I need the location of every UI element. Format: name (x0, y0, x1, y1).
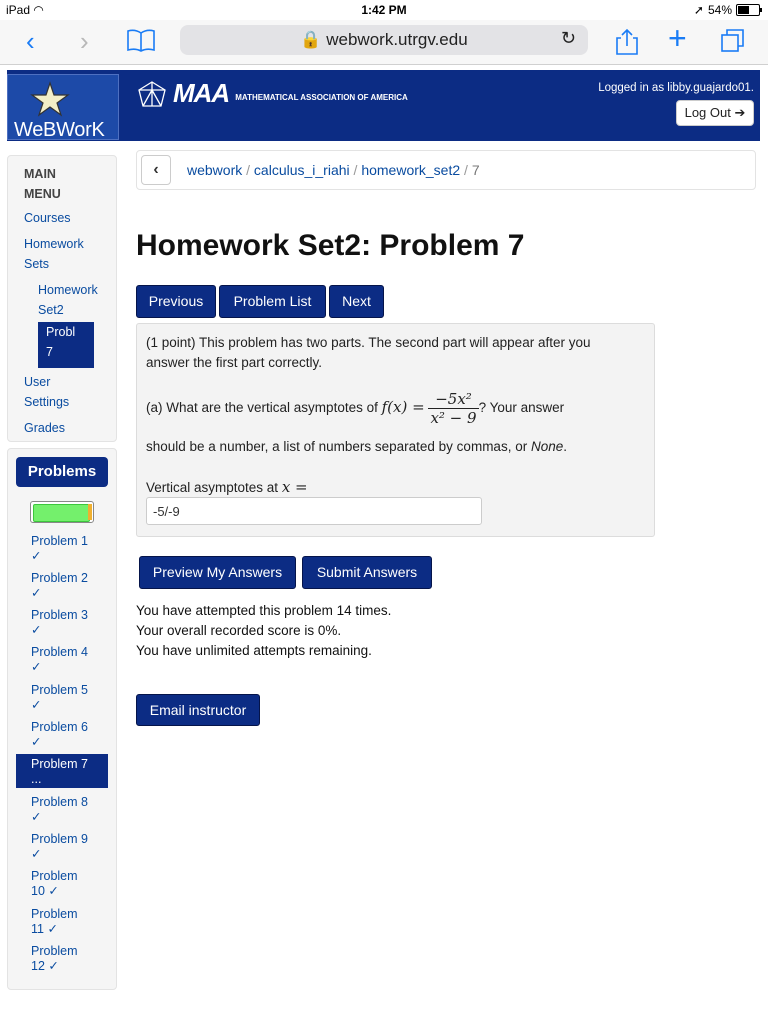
problem-item-label: Problem 6 (31, 720, 88, 734)
answer-label-text: Vertical asymptotes at (146, 480, 279, 495)
score-progress-bar (30, 501, 94, 523)
tabs-icon[interactable] (720, 28, 746, 60)
problem-list-item[interactable] (16, 680, 108, 714)
problem-list-item[interactable] (16, 568, 108, 602)
menu-title-line2: MENU (24, 187, 61, 201)
logout-button[interactable] (676, 100, 754, 126)
problem-item-status: 12 ✓ (31, 959, 59, 973)
progress-edge (88, 504, 92, 520)
breadcrumb (136, 150, 756, 190)
preview-answers-button[interactable]: Preview My Answers (139, 556, 296, 589)
fraction-numerator: −5x² (428, 390, 478, 409)
menu-problem-line1: Probl (46, 325, 76, 339)
answer-label (146, 477, 308, 498)
logged-in-text: Logged in as libby.guajardo01. (598, 82, 754, 94)
problem-list-item[interactable] (16, 904, 108, 938)
breadcrumb-back-button[interactable]: ‹ (141, 155, 171, 185)
problem-list-item[interactable] (16, 605, 108, 639)
status-bar (0, 0, 768, 20)
menu-grades[interactable]: Grades (24, 421, 65, 435)
problem-item-status: ✓ (31, 660, 42, 674)
back-icon[interactable]: ‹ (26, 26, 35, 56)
attempts-remaining: You have unlimited attempts remaining. (136, 643, 372, 658)
problem-item-status: ✓ (31, 549, 42, 563)
problem-item-label: Problem 3 (31, 608, 88, 622)
menu-homework-sets[interactable] (24, 234, 84, 274)
browser-toolbar (0, 20, 768, 65)
crumb-sep: / (353, 162, 362, 178)
problem-item-label: Problem 9 (31, 832, 88, 846)
next-button[interactable]: Next (329, 285, 384, 318)
menu-title-line1: MAIN (24, 167, 56, 181)
main-menu (7, 155, 117, 442)
crumb-set[interactable]: homework_set2 (361, 162, 461, 178)
logout-icon: ➔ (734, 105, 746, 120)
problem-item-label: Problem 2 (31, 571, 88, 585)
webwork-logo[interactable] (7, 74, 119, 140)
problem-list-item[interactable] (16, 754, 108, 788)
star-logo-icon (28, 81, 72, 117)
problem-item-label: Problem 7 (31, 757, 88, 771)
problem-item-status: ✓ (31, 586, 42, 600)
homework-set2-line2: Set2 (38, 303, 64, 317)
crumb-course[interactable]: calculus_i_riahi (253, 162, 350, 178)
problem-item-label: Problem 8 (31, 795, 88, 809)
maa-full: MATHEMATICAL ASSOCIATION OF AMERICA (235, 93, 408, 102)
problem-list-item[interactable] (16, 941, 108, 975)
forward-icon[interactable]: › (80, 26, 89, 56)
problem-item-status: ... (31, 772, 42, 786)
problem-item-status: ✓ (31, 735, 42, 749)
email-instructor-button[interactable]: Email instructor (136, 694, 260, 726)
problem-item-label: Problem (31, 869, 78, 883)
homework-sets-line2: Sets (24, 257, 50, 271)
instruction-end: . (563, 439, 568, 454)
site-header (7, 70, 760, 141)
maa-icon (137, 80, 167, 108)
status-time: 1:42 PM (361, 3, 407, 17)
problem-item-status: ✓ (31, 698, 42, 712)
menu-user-settings[interactable] (24, 372, 69, 412)
function-fraction (428, 390, 478, 427)
maa-abbrev: MAA (173, 78, 230, 108)
crumb-current: 7 (471, 162, 480, 178)
maa-logo[interactable] (137, 78, 408, 109)
problem-list-button[interactable]: Problem List (219, 285, 326, 318)
device-name: iPad (6, 3, 31, 17)
homework-set2-line1: Homework (38, 283, 98, 297)
problem-item-label: Problem 5 (31, 683, 88, 697)
previous-button[interactable]: Previous (136, 285, 216, 318)
menu-problem-line2: 7 (46, 345, 53, 359)
menu-homework-set2[interactable] (38, 280, 98, 320)
progress-fill (33, 504, 90, 522)
problem-list-item[interactable] (16, 866, 108, 900)
part-a-prefix: (a) What are the vertical asymptotes of (146, 400, 378, 416)
problem-item-label: Problem 1 (31, 534, 88, 548)
battery-percent: 54% (707, 3, 732, 17)
page-title: Homework Set2: Problem 7 (136, 229, 525, 262)
menu-courses[interactable]: Courses (24, 211, 71, 225)
problem-list-item[interactable] (16, 829, 108, 863)
part-a-suffix: ? Your answer (478, 400, 565, 416)
battery-icon (736, 4, 760, 16)
main-menu-title (24, 164, 84, 204)
breadcrumb-path (187, 162, 480, 178)
new-tab-icon[interactable]: + (668, 20, 687, 56)
url-value: webwork.utrgv.edu (326, 30, 468, 49)
homework-sets-line1: Homework (24, 237, 84, 251)
crumb-sep: / (464, 162, 472, 178)
logout-label: Log Out (684, 105, 731, 120)
attempts-count: You have attempted this problem 14 times. (136, 603, 392, 618)
address-bar[interactable] (180, 25, 588, 55)
user-settings-line2: Settings (24, 395, 70, 409)
instruction-none: None (530, 439, 564, 454)
problem-item-status: ✓ (31, 847, 42, 861)
problem-list-item[interactable] (16, 531, 108, 565)
crumb-sep: / (246, 162, 254, 178)
problem-list-item[interactable] (16, 792, 108, 826)
submit-answers-button[interactable]: Submit Answers (302, 556, 432, 589)
logo-text: WeBWorK (14, 119, 105, 141)
answer-input[interactable] (146, 497, 482, 525)
problem-item-label: Problem (31, 944, 78, 958)
problem-item-label: Problem 4 (31, 645, 88, 659)
wifi-icon: ◠ (33, 3, 44, 17)
part-a-question (146, 390, 646, 427)
attempts-info (136, 601, 391, 661)
problem-item-status: ✓ (31, 623, 42, 637)
reload-icon[interactable]: ↻ (560, 28, 576, 48)
problems-panel (7, 448, 117, 990)
recorded-score: Your overall recorded score is 0%. (136, 623, 342, 638)
location-icon: ➚ (693, 3, 704, 17)
menu-problem-7[interactable] (38, 322, 94, 368)
problem-item-status: 11 ✓ (31, 922, 58, 936)
function-lhs: f(x) = (381, 398, 425, 417)
answer-variable: x = (281, 478, 308, 496)
instruction-text: should be a number, a list of numbers separated by commas, or (146, 439, 528, 454)
problem-item-status: ✓ (31, 810, 42, 824)
problem-intro: (1 point) This problem has two parts. The second part will appear after you answer the first part correctly. (146, 335, 591, 370)
user-settings-line1: User (24, 375, 51, 389)
url-text: 🔒 webwork.utrgv.edu (300, 30, 468, 49)
status-right (694, 3, 760, 17)
share-icon[interactable] (614, 28, 640, 62)
bookmarks-icon[interactable] (126, 28, 156, 58)
problems-title[interactable]: Problems (16, 457, 108, 487)
problem-body (136, 323, 655, 537)
problem-list-item[interactable] (16, 642, 108, 676)
problem-item-status: 10 ✓ (31, 884, 59, 898)
problem-item-label: Problem (31, 907, 78, 921)
fraction-denominator: x² − 9 (430, 409, 477, 427)
crumb-webwork[interactable]: webwork (187, 162, 243, 178)
problem-list-item[interactable] (16, 717, 108, 751)
answer-instruction (146, 437, 646, 457)
